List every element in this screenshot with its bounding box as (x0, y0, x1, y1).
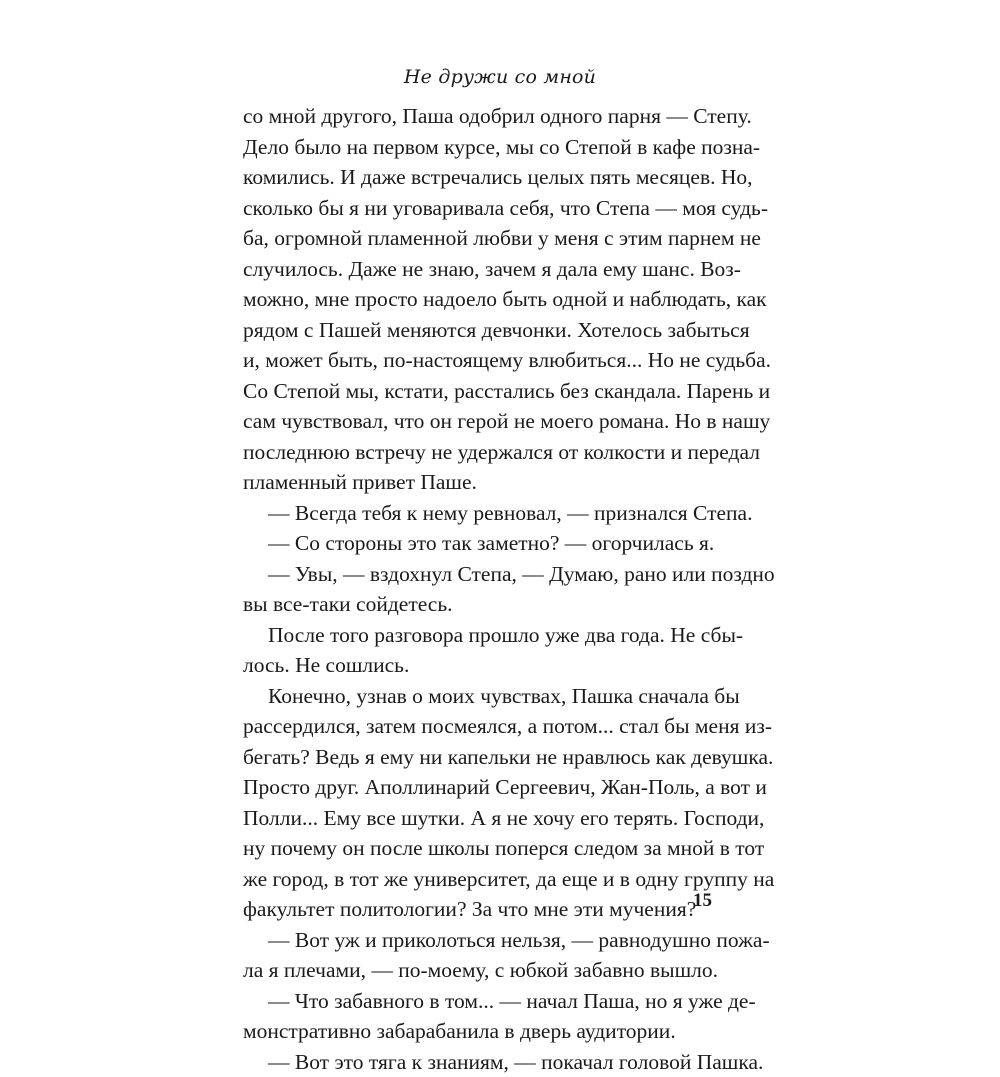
text-line: лось. Не сошлись. (243, 650, 711, 681)
text-line: сколько бы я ни уговаривала себя, что Степа — моя судь- (243, 193, 711, 224)
text-line: ну почему он после школы поперся следом за мной в тот (243, 833, 711, 864)
text-line: Просто друг. Аполлинарий Сергеевич, Жан-Поль, а вот и (243, 772, 711, 803)
text-line: Полли... Ему все шутки. А я не хочу его терять. Господи, (243, 803, 711, 834)
page-number: 15 (693, 890, 712, 912)
text-line: со мной другого, Паша одобрил одного парня — Степу. (243, 101, 711, 132)
text-line: пламенный привет Паше. (243, 467, 711, 498)
dialogue-line: — Вот это тяга к знаниям, — покачал головой Пашка. (243, 1047, 711, 1077)
text-line: Дело было на первом курсе, мы со Степой в кафе позна- (243, 132, 711, 163)
paragraph-start-line: Конечно, узнав о моих чувствах, Пашка сначала бы (243, 681, 711, 712)
text-line: сам чувствовал, что он герой не моего романа. Но в нашу (243, 406, 711, 437)
text-line: и, может быть, по-настоящему влюбиться... Но не судьба. (243, 345, 711, 376)
text-line: вы все-таки сойдетесь. (243, 589, 711, 620)
text-line: можно, мне просто надоело быть одной и наблюдать, как (243, 284, 711, 315)
text-line: Со Степой мы, кстати, расстались без скандала. Парень и (243, 376, 711, 407)
dialogue-line: — Что забавного в том... — начал Паша, но я уже де- (243, 986, 711, 1017)
text-line: случилось. Даже не знаю, зачем я дала ему шанс. Воз- (243, 254, 711, 285)
text-line: бегать? Ведь я ему ни капельки не нравлюсь как девушка. (243, 742, 711, 773)
paragraph-start-line: После того разговора прошло уже два года. Не сбы- (243, 620, 711, 651)
text-line: комились. И даже встречались целых пять месяцев. Но, (243, 162, 711, 193)
text-line: рядом с Пашей меняются девчонки. Хотелось забыться (243, 315, 711, 346)
dialogue-line: — Увы, — вздохнул Степа, — Думаю, рано или поздно (243, 559, 711, 590)
text-line: последнюю встречу не удержался от колкости и передал (243, 437, 711, 468)
text-line: факультет политологии? За что мне эти мучения? (243, 894, 711, 925)
running-head: Не дружи со мной (0, 66, 1000, 88)
text-line: ба, огромной пламенной любви у меня с этим парнем не (243, 223, 711, 254)
text-line: же город, в тот же университет, да еще и в одну группу на (243, 864, 711, 895)
text-line: ла я плечами, — по-моему, с юбкой забавно вышло. (243, 955, 711, 986)
text-line: рассердился, затем посмеялся, а потом... стал бы меня из- (243, 711, 711, 742)
dialogue-line: — Всегда тебя к нему ревновал, — признался Степа. (243, 498, 711, 529)
dialogue-line: — Со стороны это так заметно? — огорчилась я. (243, 528, 711, 559)
body-text (243, 101, 711, 1077)
text-line: монстративно забарабанила в дверь аудитории. (243, 1016, 711, 1047)
dialogue-line: — Вот уж и приколоться нельзя, — равнодушно пожа- (243, 925, 711, 956)
